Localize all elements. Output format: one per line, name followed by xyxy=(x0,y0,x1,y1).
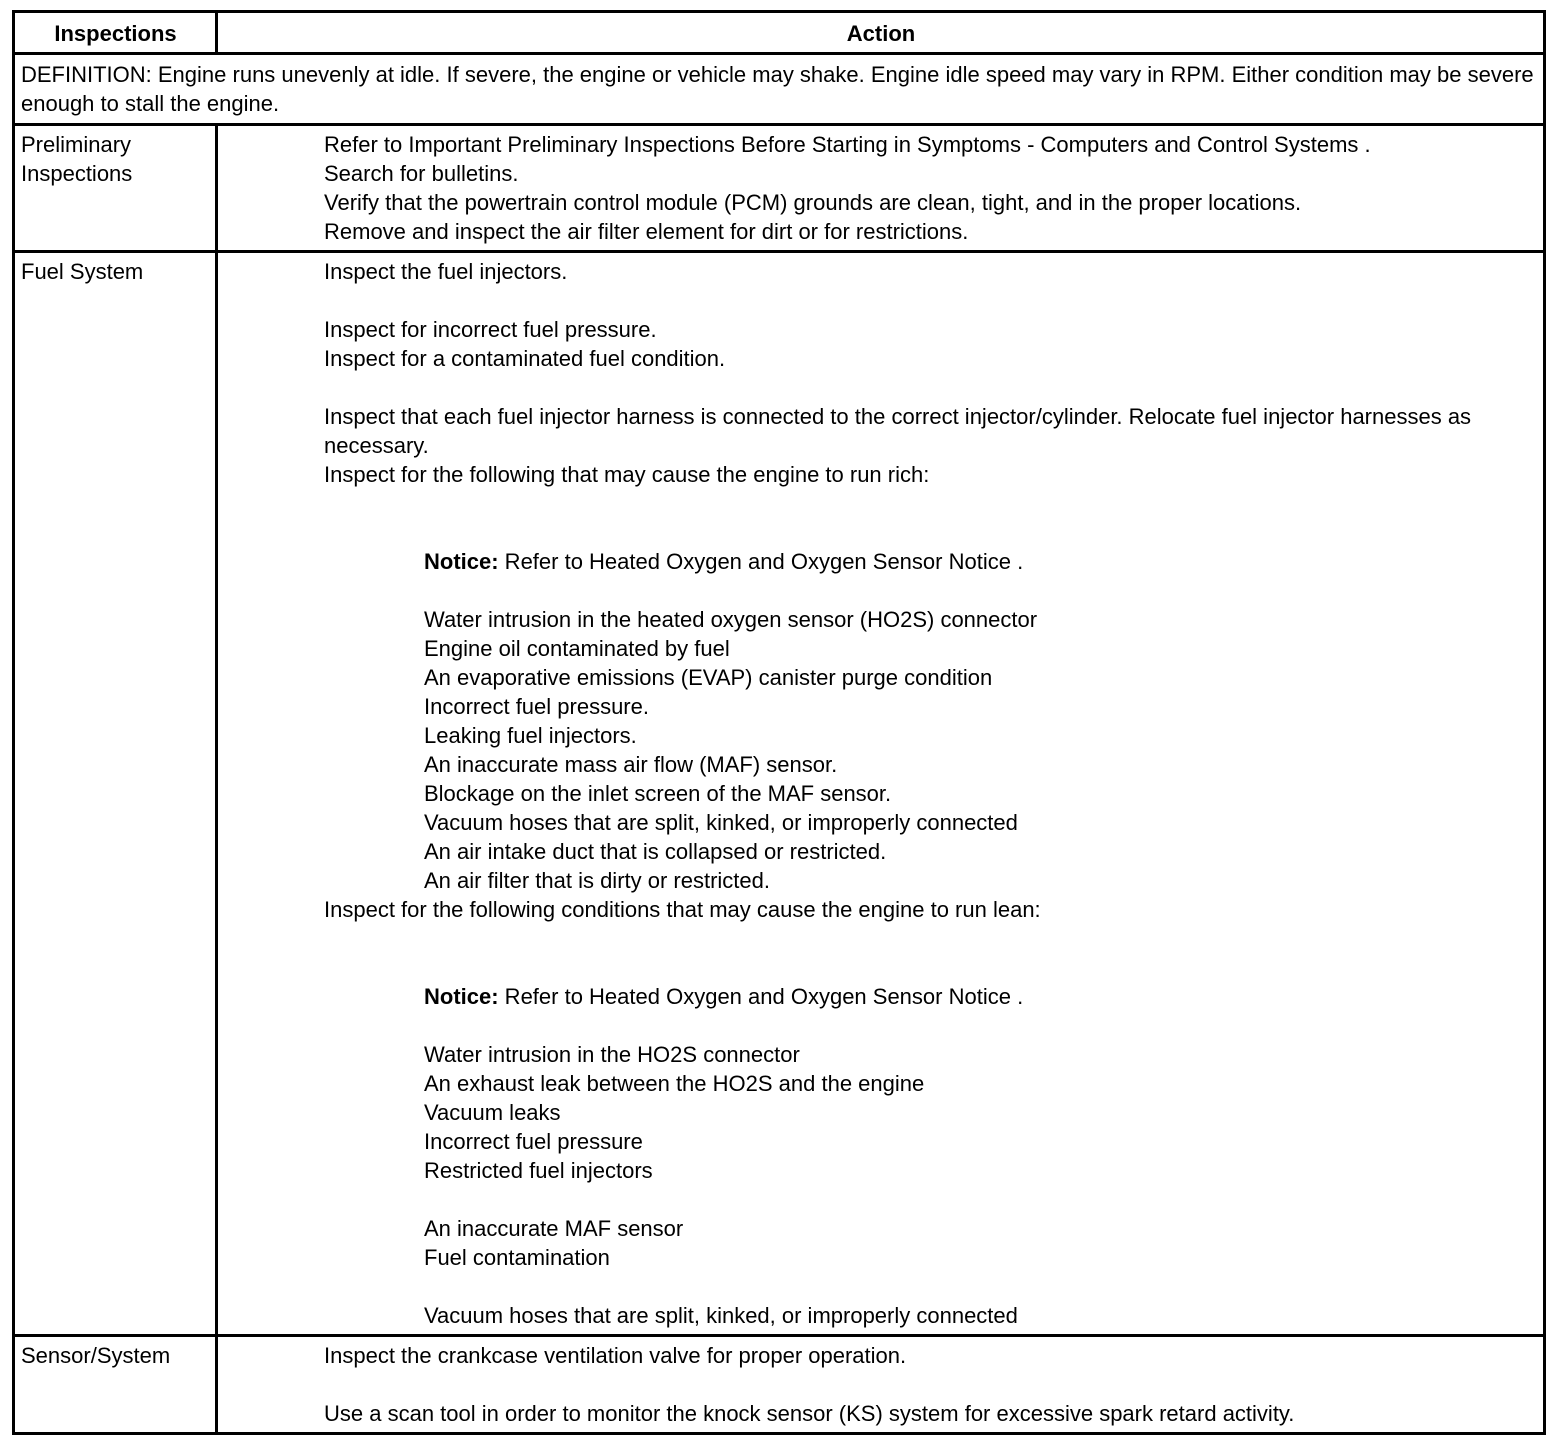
rich-item: An air intake duct that is collapsed or restricted. xyxy=(424,839,887,864)
definition-row xyxy=(14,54,1545,125)
notice-label: Notice: xyxy=(424,549,499,574)
header-action: Action xyxy=(217,12,1545,54)
sensor-system-actions xyxy=(217,1336,1545,1434)
knock-sensor-step: Use a scan tool in order to monitor the knock sensor (KS) system for excessive spark retard activity. xyxy=(324,1401,1295,1426)
fuel-system-row xyxy=(14,252,1545,1336)
lean-item: Incorrect fuel pressure xyxy=(424,1129,643,1154)
fuel-system-actions xyxy=(217,252,1545,1336)
rich-item: An air filter that is dirty or restricted. xyxy=(424,868,770,893)
lean-item: Vacuum leaks xyxy=(424,1100,561,1125)
lean-item: Fuel contamination xyxy=(424,1245,610,1270)
preliminary-item: Refer to Important Preliminary Inspections Before Starting in Symptoms - Computers and Control Systems . xyxy=(324,132,1371,157)
injector-harness-step: Inspect that each fuel injector harness is connected to the correct injector/cylinder. Relocate fuel injector harnesses as necessary. xyxy=(324,404,1472,458)
notice-label: Notice: xyxy=(424,984,499,1009)
fuel-system-label: Fuel System xyxy=(14,252,217,1336)
run-rich-intro: Inspect for the following that may cause the engine to run rich: xyxy=(324,462,930,487)
lean-item: Vacuum hoses that are split, kinked, or improperly connected xyxy=(424,1303,1018,1328)
fuel-pressure-step: Inspect for incorrect fuel pressure. xyxy=(324,317,657,342)
sensor-system-label: Sensor/System xyxy=(14,1336,217,1434)
rich-item: Leaking fuel injectors. xyxy=(424,723,637,748)
preliminary-item: Verify that the powertrain control module (PCM) grounds are clean, tight, and in the proper locations. xyxy=(324,190,1302,215)
rich-item: An evaporative emissions (EVAP) canister purge condition xyxy=(424,665,993,690)
notice-text: Refer to Heated Oxygen and Oxygen Sensor Notice . xyxy=(498,984,1024,1009)
preliminary-actions xyxy=(217,125,1545,252)
preliminary-label: Preliminary Inspections xyxy=(14,125,217,252)
fuel-contaminated-step: Inspect for a contaminated fuel condition. xyxy=(324,346,726,371)
rich-item: Blockage on the inlet screen of the MAF sensor. xyxy=(424,781,892,806)
rich-item: An inaccurate mass air flow (MAF) sensor. xyxy=(424,752,838,777)
preliminary-row xyxy=(14,125,1545,252)
definition-text: DEFINITION: Engine runs unevenly at idle. If severe, the engine or vehicle may shake. Engine idle speed may vary in RPM. Either condition may be severe enough to stall the engine. xyxy=(14,54,1545,125)
rich-item: Engine oil contaminated by fuel xyxy=(424,636,730,661)
rich-item: Water intrusion in the heated oxygen sensor (HO2S) connector xyxy=(424,607,1038,632)
lean-item: An inaccurate MAF sensor xyxy=(424,1216,684,1241)
crankcase-step: Inspect the crankcase ventilation valve for proper operation. xyxy=(324,1343,907,1368)
fuel-injectors-step: Inspect the fuel injectors. xyxy=(324,259,568,284)
sensor-system-row xyxy=(14,1336,1545,1434)
rich-item: Vacuum hoses that are split, kinked, or improperly connected xyxy=(424,810,1018,835)
lean-item: Restricted fuel injectors xyxy=(424,1158,653,1183)
notice-text: Refer to Heated Oxygen and Oxygen Sensor Notice . xyxy=(498,549,1024,574)
preliminary-item: Remove and inspect the air filter element for dirt or for restrictions. xyxy=(324,219,969,244)
preliminary-item: Search for bulletins. xyxy=(324,161,519,186)
lean-item: Water intrusion in the HO2S connector xyxy=(424,1042,800,1067)
run-lean-intro: Inspect for the following conditions that may cause the engine to run lean: xyxy=(324,897,1041,922)
lean-item: An exhaust leak between the HO2S and the engine xyxy=(424,1071,925,1096)
header-inspections: Inspections xyxy=(14,12,217,54)
rich-item: Incorrect fuel pressure. xyxy=(424,694,649,719)
inspection-table xyxy=(12,10,1546,1435)
header-row xyxy=(14,12,1545,54)
lean-notice xyxy=(324,982,1538,1011)
rich-notice xyxy=(324,547,1538,576)
